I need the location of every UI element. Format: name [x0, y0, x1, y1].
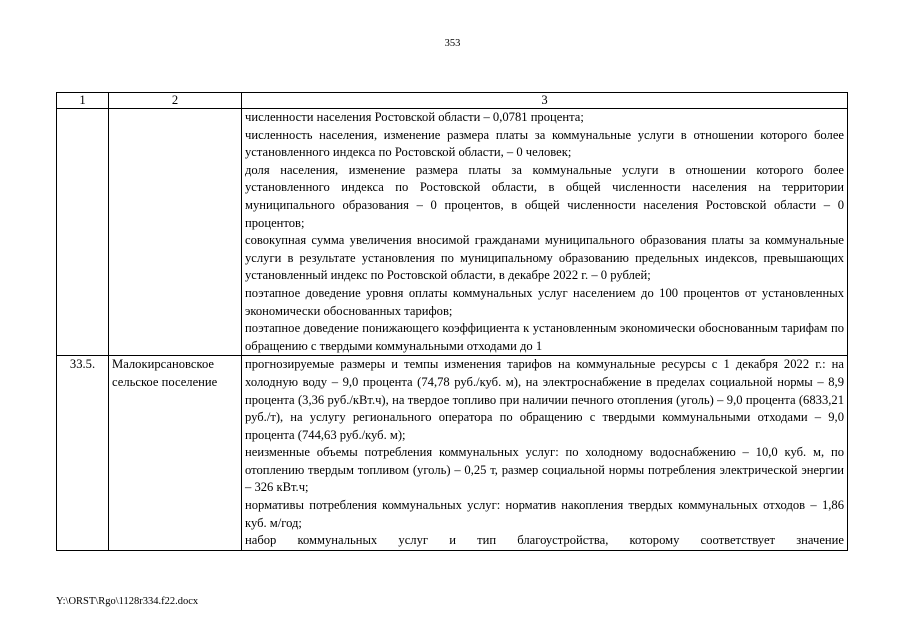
table-row-33-5	[57, 356, 848, 551]
row-number: 33.5.	[57, 356, 109, 551]
row-continued-name	[109, 109, 242, 356]
table-row-continued	[57, 109, 848, 356]
document-table	[56, 92, 848, 551]
header-col-2: 2	[109, 93, 242, 109]
paragraph: доля населения, изменение размера платы за коммунальные услуги в отношении которого более установленного индекса по Ростовской области, в общей численности населения на территории муниципального образования – 0 процентов, в общей численности населения Ростовской области – 0 процентов;	[245, 162, 844, 230]
paragraph: поэтапное доведение понижающего коэффициента к установленным экономически обоснованным тарифам по обращению с твердыми коммунальными отходами до 1	[245, 321, 844, 353]
paragraph-continues: набор коммунальных услуг и тип благоустройства, которому соответствует значение	[245, 533, 844, 548]
row-continued-content	[242, 109, 848, 356]
paragraph: поэтапное доведение уровня оплаты коммунальных услуг населением до 100 процентов от установленных экономически обоснованных тарифов;	[245, 285, 844, 318]
paragraph: численность населения, изменение размера платы за коммунальные услуги в отношении которого более установленного индекса по Ростовской области, – 0 человек;	[245, 127, 844, 160]
paragraph: нормативы потребления коммунальных услуг: норматив накопления твердых коммунальных отходов – 1,86 куб. м/год;	[245, 498, 844, 530]
municipality-name	[109, 356, 242, 551]
paragraph: прогнозируемые размеры и темпы изменения тарифов на коммунальные ресурсы с 1 декабря 2022 г.: на холодную воду – 9,0 процента (74,78 руб./куб. м), на электроснабжение в пределах социальной нормы – 8,9 процента (3,36 руб./кВт.ч), на твердое топливо при наличии печного отопления (уголь) – 9,0 процента (6833,21 руб./т), на услугу регионального оператора по обращению с твердыми коммунальными отходами – 9,0 процента (744,63 руб./куб. м);	[245, 357, 844, 442]
page-number: 353	[444, 38, 461, 49]
municipality-name-line2: сельское поселение	[112, 374, 218, 389]
paragraph: совокупная сумма увеличения вносимой гражданами муниципального образования платы за коммунальные услуги в результате установления по муниципальному образованию предельных индексов, превышающих установленный индекс по Ростовской области, в декабре 2022 г. – 0 рублей;	[245, 233, 844, 283]
file-path-footer: Y:\ORST\Rgo\1128r334.f22.docx	[56, 596, 199, 607]
row-33-5-content	[242, 356, 848, 551]
paragraph: неизменные объемы потребления коммунальных услуг: по холодному водоснабжению – 10,0 куб. м, по отоплению твердым топливом (уголь) – 0,25 т, размер социальной нормы потребления электрической энергии – 326 кВт.ч;	[245, 445, 844, 495]
row-continued-number	[57, 109, 109, 356]
paragraph: численности населения Ростовской области – 0,0781 процента;	[245, 110, 584, 124]
municipality-name-line1: Малокирсановское	[112, 357, 214, 372]
header-col-1: 1	[57, 93, 109, 109]
table-header-row	[57, 93, 848, 109]
header-col-3: 3	[242, 93, 848, 109]
